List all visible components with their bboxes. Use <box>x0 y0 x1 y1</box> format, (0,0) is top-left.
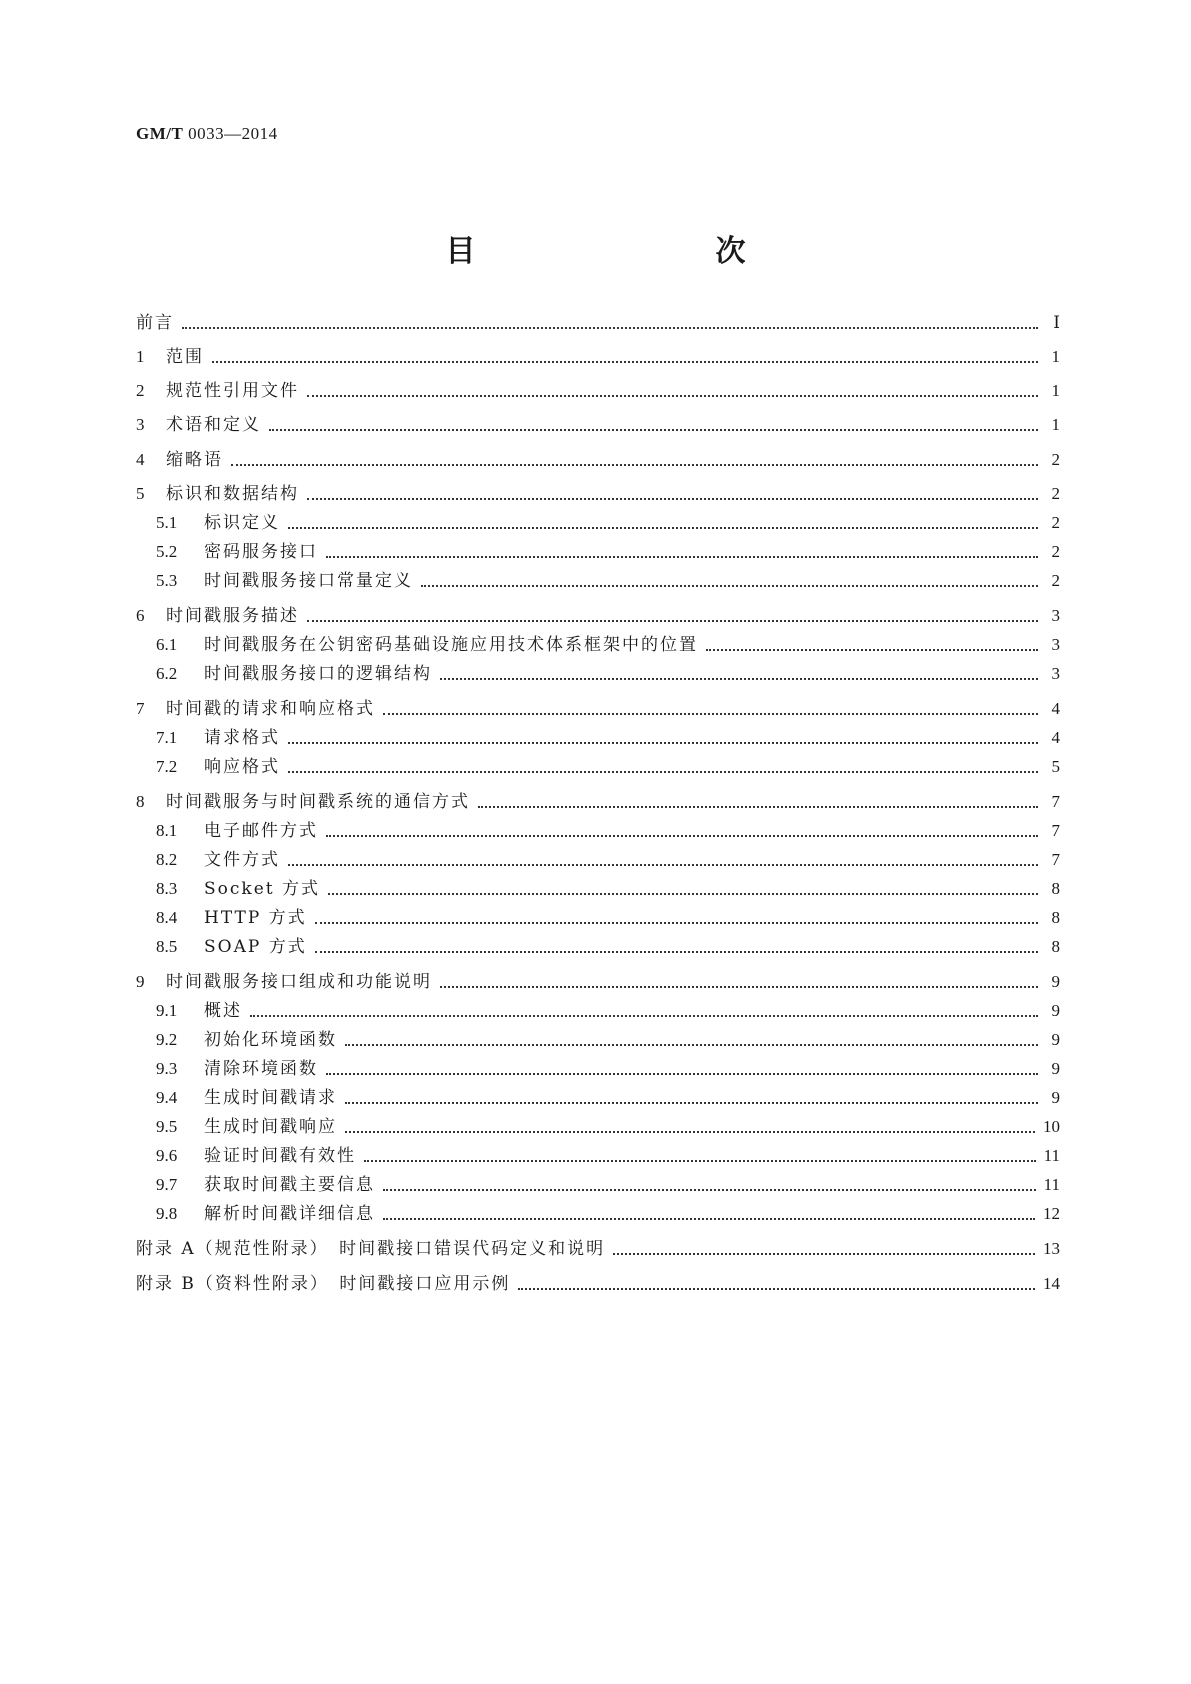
toc-entry-number: 1 <box>136 347 145 366</box>
toc-entry-number: 3 <box>136 415 145 434</box>
toc-entry[interactable] <box>136 603 1060 629</box>
toc-entry-label: HTTP 方式 <box>204 908 307 928</box>
toc-entry[interactable] <box>136 1027 1060 1053</box>
toc-entry-page: 9 <box>1051 1088 1060 1107</box>
toc-entry[interactable] <box>136 539 1060 565</box>
toc-entry[interactable] <box>136 1172 1060 1198</box>
toc-entry-number: 8.4 <box>156 908 178 927</box>
toc-entry-number: 6.2 <box>156 664 178 683</box>
toc-entry-page: 3 <box>1051 606 1060 625</box>
toc-entry-page: 9 <box>1051 1001 1060 1020</box>
toc-entry-number: 4 <box>136 450 145 469</box>
toc-entry-number: 7.2 <box>156 757 178 776</box>
toc-entry-label: 缩略语 <box>166 450 223 470</box>
toc-entry-page: 2 <box>1051 450 1060 469</box>
toc-title: 目 次 <box>445 234 806 269</box>
toc-entry[interactable] <box>136 905 1060 931</box>
toc-entry-number: 7.1 <box>156 728 178 747</box>
toc-entry[interactable] <box>136 1236 1060 1262</box>
toc-leader-dots <box>315 951 1038 953</box>
toc-entry-number: 9.3 <box>156 1059 178 1078</box>
toc-leader-dots <box>288 864 1038 866</box>
toc-entry-page: 3 <box>1051 664 1060 683</box>
toc-entry-label: 范围 <box>166 347 204 367</box>
toc-entry[interactable] <box>136 661 1060 687</box>
toc-entry-label: 清除环境函数 <box>204 1059 318 1079</box>
toc-entry-number: 9.5 <box>156 1117 178 1136</box>
toc-entry-label: 解析时间戳详细信息 <box>204 1204 375 1224</box>
toc-entry-label: 文件方式 <box>204 850 280 870</box>
toc-leader-dots <box>518 1288 1035 1290</box>
toc-leader-dots <box>250 1015 1038 1017</box>
toc-entry-label: 标识定义 <box>204 513 280 533</box>
toc-entry[interactable] <box>136 1085 1060 1111</box>
toc-entry[interactable] <box>136 969 1060 995</box>
toc-leader-dots <box>345 1044 1038 1046</box>
toc-entry-number: 5.2 <box>156 542 178 561</box>
toc-entry-page: 3 <box>1051 635 1060 654</box>
toc-entry[interactable] <box>136 934 1060 960</box>
toc-entry-page: 4 <box>1051 699 1060 718</box>
toc-entry-number: 9.8 <box>156 1204 178 1223</box>
toc-entry-label: 时间戳服务接口组成和功能说明 <box>166 972 432 992</box>
toc-leader-dots <box>440 678 1038 680</box>
toc-entry-page: 5 <box>1051 757 1060 776</box>
toc-entry-number: 8.5 <box>156 937 178 956</box>
toc-entry[interactable] <box>136 447 1060 473</box>
toc-entry-page: 7 <box>1051 821 1060 840</box>
toc-leader-dots <box>706 649 1038 651</box>
toc-entry-page: 2 <box>1051 571 1060 590</box>
toc-leader-dots <box>613 1253 1035 1255</box>
toc-entry[interactable] <box>136 725 1060 751</box>
toc-entry-page: 8 <box>1051 937 1060 956</box>
toc-entry[interactable] <box>136 310 1060 336</box>
toc-entry-label: 附录 B（资料性附录） 时间戳接口应用示例 <box>136 1274 511 1294</box>
toc-leader-dots <box>421 585 1038 587</box>
toc-entry-page: 4 <box>1051 728 1060 747</box>
toc-entry-number: 8.1 <box>156 821 178 840</box>
toc-entry[interactable] <box>136 1271 1060 1297</box>
toc-entry[interactable] <box>136 1201 1060 1227</box>
toc-entry-label: SOAP 方式 <box>204 937 307 957</box>
toc-entry-label: 标识和数据结构 <box>166 484 299 504</box>
toc-entry-number: 2 <box>136 381 145 400</box>
toc-entry-page: 1 <box>1051 381 1060 400</box>
toc-entry-label: 时间戳服务接口的逻辑结构 <box>204 664 432 684</box>
toc-entry-number: 9.1 <box>156 1001 178 1020</box>
toc-entry-number: 9.2 <box>156 1030 178 1049</box>
toc-entry-label: 生成时间戳响应 <box>204 1117 337 1137</box>
toc-entry-label: 时间戳服务在公钥密码基础设施应用技术体系框架中的位置 <box>204 635 698 655</box>
toc-entry-number: 6 <box>136 606 145 625</box>
toc-leader-dots <box>345 1102 1038 1104</box>
toc-entry-label: 密码服务接口 <box>204 542 318 562</box>
toc-leader-dots <box>231 464 1038 466</box>
toc-entry-page: 8 <box>1051 879 1060 898</box>
toc-leader-dots <box>345 1131 1035 1133</box>
toc-leader-dots <box>212 361 1038 363</box>
toc-entry[interactable] <box>136 481 1060 507</box>
toc-entry-label: 附录 A（规范性附录） 时间戳接口错误代码定义和说明 <box>136 1239 606 1259</box>
toc-leader-dots <box>307 395 1038 397</box>
toc-entry[interactable] <box>136 510 1060 536</box>
toc-entry[interactable] <box>136 1056 1060 1082</box>
toc-entry[interactable] <box>136 998 1060 1024</box>
toc-leader-dots <box>383 1218 1035 1220</box>
toc-entry-number: 5 <box>136 484 145 503</box>
toc-entry-label: 概述 <box>204 1001 242 1021</box>
toc-entry[interactable] <box>136 847 1060 873</box>
toc-entry-page: 11 <box>1043 1146 1060 1165</box>
toc-entry-label: 响应格式 <box>204 757 280 777</box>
toc-entry[interactable] <box>136 412 1060 438</box>
toc-entry-page: 7 <box>1051 792 1060 811</box>
toc-entry-number: 5.3 <box>156 571 178 590</box>
toc-entry-number: 5.1 <box>156 513 178 532</box>
toc-entry-label: 请求格式 <box>204 728 280 748</box>
toc-entry-label: 术语和定义 <box>166 415 261 435</box>
toc-entry-page: 9 <box>1051 1059 1060 1078</box>
toc-entry-number: 6.1 <box>156 635 178 654</box>
toc-entry-page: 10 <box>1043 1117 1060 1136</box>
toc-leader-dots <box>364 1160 1036 1162</box>
standard-code <box>136 124 278 144</box>
toc-entry-page: 14 <box>1043 1274 1060 1293</box>
toc-leader-dots <box>288 771 1038 773</box>
toc-entry-label: 规范性引用文件 <box>166 381 299 401</box>
toc-entry-page: 7 <box>1051 850 1060 869</box>
toc-entry-number: 7 <box>136 699 145 718</box>
toc-entry-number: 8 <box>136 792 145 811</box>
toc-entry[interactable] <box>136 876 1060 902</box>
toc-entry-page: 9 <box>1051 1030 1060 1049</box>
toc-entry-page: Ⅰ <box>1053 313 1060 332</box>
toc-leader-dots <box>182 327 1038 329</box>
toc-entry-page: 2 <box>1051 484 1060 503</box>
toc-entry-label: Socket 方式 <box>204 879 320 899</box>
toc-entry-page: 12 <box>1043 1204 1060 1223</box>
toc-entry[interactable] <box>136 818 1060 844</box>
toc-entry-page: 9 <box>1051 972 1060 991</box>
toc-leader-dots <box>288 527 1038 529</box>
toc-leader-dots <box>383 1189 1036 1191</box>
toc-leader-dots <box>307 620 1038 622</box>
toc-entry[interactable] <box>136 568 1060 594</box>
toc-entry-label: 验证时间戳有效性 <box>204 1146 356 1166</box>
toc-leader-dots <box>326 1073 1038 1075</box>
toc-entry-number: 8.2 <box>156 850 178 869</box>
toc-entry[interactable] <box>136 754 1060 780</box>
toc-entry-page: 11 <box>1043 1175 1060 1194</box>
toc-entry[interactable] <box>136 696 1060 722</box>
toc-leader-dots <box>307 498 1038 500</box>
toc-entry[interactable] <box>136 378 1060 404</box>
toc-entry-label: 时间戳的请求和响应格式 <box>166 699 375 719</box>
toc-entry-page: 13 <box>1043 1239 1060 1258</box>
standard-number: 0033—2014 <box>188 124 278 143</box>
toc-entry-number: 8.3 <box>156 879 178 898</box>
toc-entry-label: 时间戳服务与时间戳系统的通信方式 <box>166 792 470 812</box>
toc-entry-label: 电子邮件方式 <box>204 821 318 841</box>
toc-entry-page: 2 <box>1051 513 1060 532</box>
toc-leader-dots <box>315 922 1038 924</box>
toc-leader-dots <box>326 835 1038 837</box>
toc-entry-label: 获取时间戳主要信息 <box>204 1175 375 1195</box>
toc-leader-dots <box>328 893 1038 895</box>
toc-entry-label: 初始化环境函数 <box>204 1030 337 1050</box>
toc-entry[interactable] <box>136 1114 1060 1140</box>
toc-entry[interactable] <box>136 344 1060 370</box>
toc-entry[interactable] <box>136 1143 1060 1169</box>
toc-leader-dots <box>478 806 1038 808</box>
toc-leader-dots <box>288 742 1038 744</box>
toc-entry-page: 8 <box>1051 908 1060 927</box>
toc-entry-label: 时间戳服务描述 <box>166 606 299 626</box>
toc-entry-number: 9 <box>136 972 145 991</box>
toc-entry-page: 1 <box>1051 415 1060 434</box>
toc-entry-number: 9.4 <box>156 1088 178 1107</box>
toc-entry-label: 前言 <box>136 313 174 333</box>
toc-leader-dots <box>269 429 1038 431</box>
toc-entry-label: 时间戳服务接口常量定义 <box>204 571 413 591</box>
toc-entry-number: 9.6 <box>156 1146 178 1165</box>
toc-entry-page: 1 <box>1051 347 1060 366</box>
toc-entry-label: 生成时间戳请求 <box>204 1088 337 1108</box>
toc-entry-number: 9.7 <box>156 1175 178 1194</box>
toc-leader-dots <box>383 713 1038 715</box>
toc-leader-dots <box>326 556 1038 558</box>
standard-code-prefix: GM/T <box>136 124 184 143</box>
toc-leader-dots <box>440 986 1038 988</box>
toc-entry-page: 2 <box>1051 542 1060 561</box>
toc-entry[interactable] <box>136 632 1060 658</box>
toc-entry[interactable] <box>136 789 1060 815</box>
